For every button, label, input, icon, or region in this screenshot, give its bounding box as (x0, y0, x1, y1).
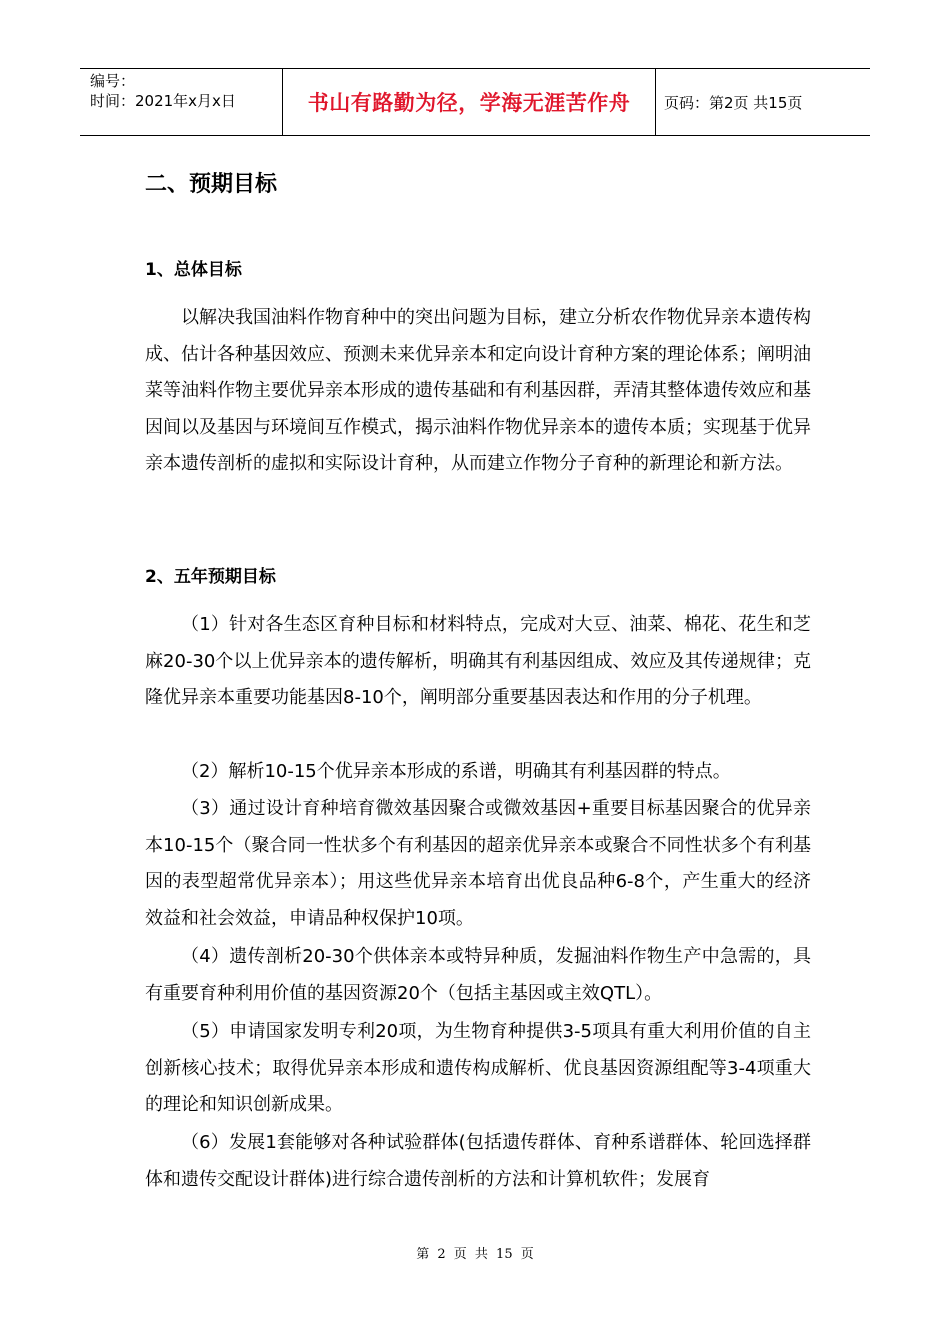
document-code: 编号： (90, 72, 136, 90)
header-meta (90, 71, 236, 111)
five-year-goal-title: 2、五年预期目标 (145, 567, 276, 587)
five-year-item-3: （3）通过设计育种培育微效基因聚合或微效基因+重要目标基因聚合的优异亲本10-15个（聚合同一性状多个有利基因的超亲优异亲本或聚合不同性状多个有利基因的表型超常优异亲本）；用这些优异亲本培育出优良品种6-8个，产生重大的经济效益和社会效益，申请品种权保护10项。 (145, 798, 811, 929)
page-header (80, 68, 870, 136)
section-title: 二、预期目标 (145, 172, 278, 197)
header-motto: 书山有路勤为径，学海无涯苦作舟 (282, 69, 656, 135)
five-year-item-2: （2）解析10-15个优异亲本形成的系谱，明确其有利基因群的特点。 (181, 761, 731, 782)
page-footer: 第 2 页 共 15 页 (416, 1247, 534, 1262)
five-year-item-1: （1）针对各生态区育种目标和材料特点，完成对大豆、油菜、棉花、花生和芝麻20-30个以上优异亲本的遗传解析，明确其有利基因组成、效应及其传递规律；克隆优异亲本重要功能基因8-10个，阐明部分重要基因表达和作用的分子机理。 (145, 614, 811, 709)
five-year-item-6: （6）发展1套能够对各种试验群体(包括遗传群体、育种系谱群体、轮回选择群体和遗传交配设计群体)进行综合遗传剖析的方法和计算机软件；发展育 (145, 1132, 811, 1190)
header-page-info: 页码：第2页 共15页 (664, 93, 803, 112)
overall-goal-text: 以解决我国油料作物育种中的突出问题为目标，建立分析农作物优异亲本遗传构成、估计各种基因效应、预测未来优异亲本和定向设计育种方案的理论体系；阐明油菜等油料作物主要优异亲本形成的遗传基础和有利基因群，弄清其整体遗传效应和基因间以及基因与环境间互作模式，揭示油料作物优异亲本的遗传本质；实现基于优异亲本遗传剖析的虚拟和实际设计育种，从而建立作物分子育种的新理论和新方法。 (145, 307, 811, 475)
five-year-item-5: （5）申请国家发明专利20项，为生物育种提供3-5项具有重大利用价值的自主创新核心技术；取得优异亲本形成和遗传构成解析、优良基因资源组配等3-4项重大的理论和知识创新成果。 (145, 1021, 811, 1116)
five-year-item-4: （4）遗传剖析20-30个供体亲本或特异种质，发掘油料作物生产中急需的，具有重要育种利用价值的基因资源20个（包括主基因或主效QTL）。 (145, 946, 811, 1004)
overall-goal-title: 1、总体目标 (145, 260, 242, 280)
document-date: 时间：2021年x月x日 (90, 92, 236, 110)
